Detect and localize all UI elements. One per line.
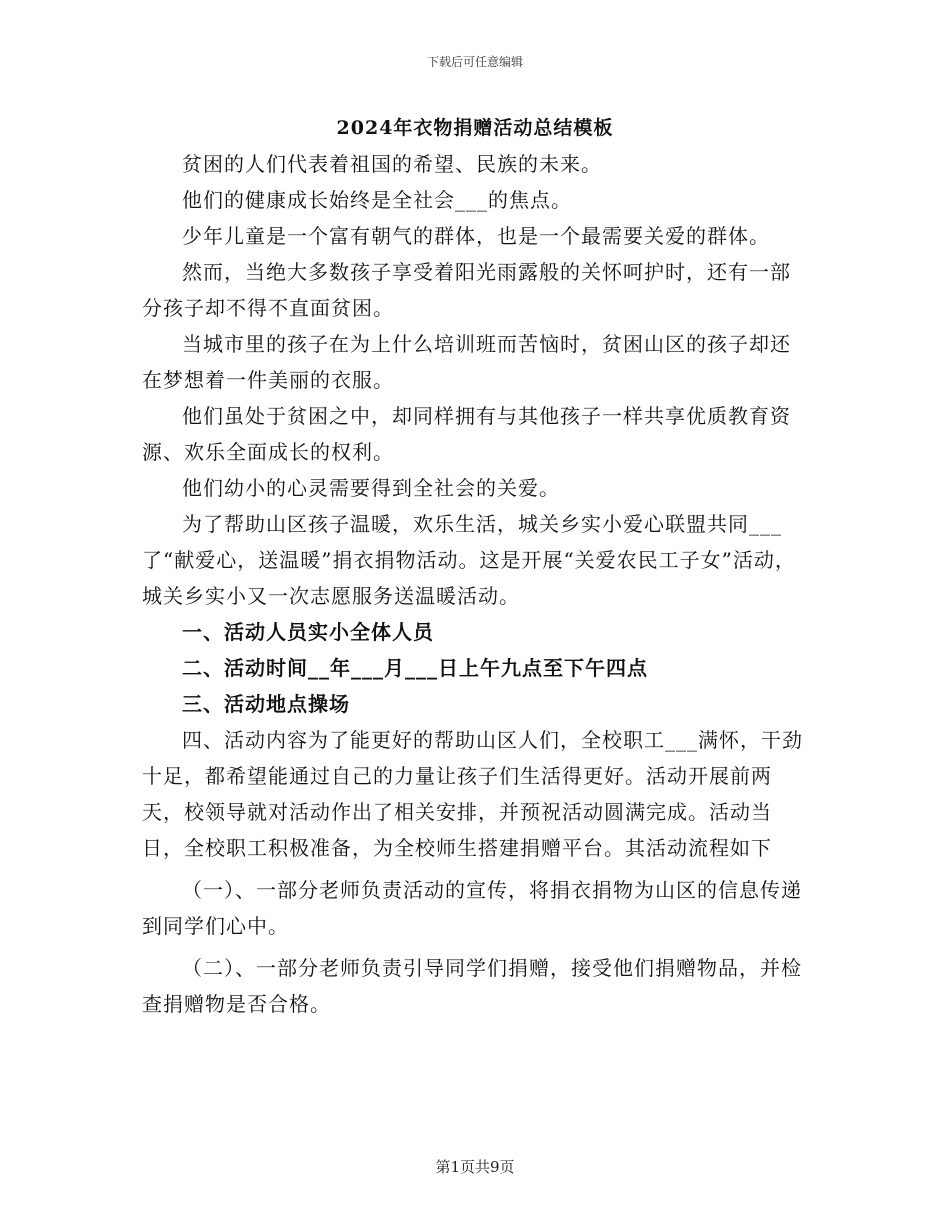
page-indicator: 第1页共9页 (435, 1158, 515, 1176)
list-item-step-1: （一）、一部分老师负责活动的宣传，将捐衣捐物为山区的信息传递到同学们心中。 (142, 878, 802, 938)
paragraph: 他们幼小的心灵需要得到全社会的关爱。 (182, 476, 560, 500)
document-title: 2024年衣物捐赠活动总结模板 (336, 117, 614, 139)
paragraph: 少年儿童是一个富有朝气的群体，也是一个最需要关爱的群体。 (182, 224, 770, 248)
paragraph: 他们虽处于贫困之中，却同样拥有与其他孩子一样共享优质教育资源、欢乐全面成长的权利。 (142, 404, 791, 464)
document-body (142, 146, 808, 1028)
section-heading-personnel: 一、活动人员实小全体人员 (182, 620, 434, 644)
paragraph: 他们的健康成长始终是全社会___的焦点。 (182, 188, 572, 212)
paragraph: 为了帮助山区孩子温暖，欢乐生活，城关乡实小爱心联盟共同___了“献爱心，送温暖”捐衣捐物活动。这是开展“关爱农民工子女”活动，城关乡实小又一次志愿服务送温暖活动。 (142, 512, 796, 608)
paragraph-activity-content: 四、活动内容为了能更好的帮助山区人们，全校职工___满怀，干劲十足，都希望能通过自己的力量让孩子们生活得更好。活动开展前两天，校领导就对活动作出了相关安排，并预祝活动圆满完成。活动当日，全校职工积极准备，为全校师生搭建捐赠平台。其活动流程如下 (142, 728, 803, 860)
section-heading-time: 二、活动时间__年___月___日上午九点至下午四点 (182, 656, 648, 680)
page-header-note: 下载后可任意编辑 (426, 55, 523, 69)
section-heading-location: 三、活动地点操场 (182, 692, 350, 716)
paragraph: 当城市里的孩子在为上什么培训班而苦恼时，贫困山区的孩子却还在梦想着一件美丽的衣服。 (142, 332, 791, 392)
paragraph: 然而，当绝大多数孩子享受着阳光雨露般的关怀呵护时，还有一部分孩子却不得不直面贫困。 (142, 260, 791, 320)
paragraph: 贫困的人们代表着祖国的希望、民族的未来。 (182, 152, 602, 176)
list-item-step-2: （二）、一部分老师负责引导同学们捐赠，接受他们捐赠物品，并检查捐赠物是否合格。 (142, 956, 802, 1016)
